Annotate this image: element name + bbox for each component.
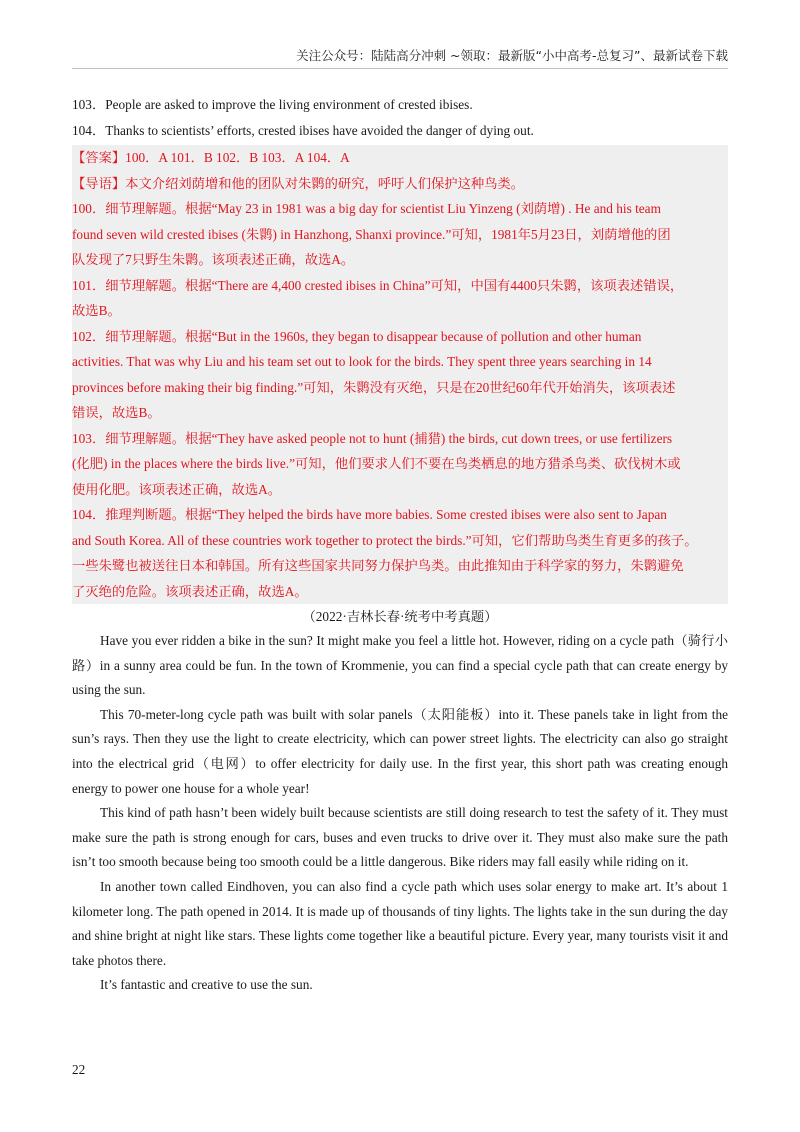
- answer-line: 102．细节理解题。根据“But in the 1960s, they began to disappear because of pollution and other human: [72, 328, 642, 344]
- answer-line: 了灭绝的危险。该项表述正确，故选A。: [72, 583, 308, 599]
- answer-line: 故选B。: [72, 303, 121, 318]
- statement-104: 104．Thanks to scientists’ efforts, crested ibises have avoided the danger of dying out.: [72, 122, 534, 138]
- passage-source: （2022·吉林长春·统考中考真题）: [302, 609, 498, 624]
- passage-paragraph: It’s fantastic and creative to use the sun.: [100, 977, 313, 993]
- answer-line: activities. That was why Liu and his team set out to look for the birds. They spent three years searching in 14: [72, 354, 652, 369]
- answer-line: 100．细节理解题。根据“May 23 in 1981 was a big day for scientist Liu Yinzeng (刘荫增) . He and his team: [72, 201, 661, 216]
- answer-line: found seven wild crested ibises (朱鹮) in Hanzhong, Shanxi province.”可知，1981年5月23日，刘荫增他的团: [72, 226, 671, 242]
- answer-line: 103．细节理解题。根据“They have asked people not to hunt (捕猎) the birds, cut down trees, or use fertilizers: [72, 430, 673, 446]
- answer-line: provinces before making their big finding.”可知，朱鹮没有灭绝，只是在20世纪60年代开始消失，该项表述: [72, 379, 676, 395]
- answer-line: 101．细节理解题。根据“There are 4,400 crested ibises in China”可知，中国有4400只朱鹮，该项表述错误，: [72, 277, 684, 293]
- answer-line: 104．推理判断题。根据“They helped the birds have more babies. Some crested ibises were also sent to Japan: [72, 507, 667, 522]
- answer-line: 使用化肥。该项表述正确，故选A。: [72, 481, 282, 497]
- passage-paragraph: In another town called Eindhoven, you can also find a cycle path which uses solar energy to make art. It’s about 1 kilometer long. The path opened in 2014. It is made up of thousands of tiny lights. The lights take in the sun during the day and shine bright at night like stars. These lights come together like a beautiful picture. Every year, many tourists visit it and take photos there.: [72, 878, 728, 968]
- answer-line: 【导语】本文介绍刘荫增和他的团队对朱鹮的研究，呼吁人们保护这种鸟类。: [72, 175, 525, 191]
- answer-line: 一些朱鹭也被送往日本和韩国。所有这些国家共同努力保护鸟类。由此推知由于科学家的努力，朱鹮避免: [72, 558, 684, 573]
- answer-line: and South Korea. All of these countries work together to protect the birds.”可知，它们帮助鸟类生育更多的孩子。: [72, 532, 698, 548]
- header-divider: [72, 68, 728, 69]
- passage-paragraph: This 70-meter-long cycle path was built with solar panels（太阳能板）into it. These panels take in light from the sun’s rays. Then they use the light to create electricity, which can power street lights. The electricity can also go straight into the electrical grid（电网）to offer electricity for daily use. In the first year, this short path was creating enough energy to power one house for a whole year!: [72, 706, 728, 796]
- answer-line: 【答案】100．A 101．B 102．B 103．A 104．A: [72, 150, 350, 165]
- answer-explanation-block: [72, 145, 728, 604]
- passage-paragraph: This kind of path hasn’t been widely built because scientists are still doing research to test the safety of it. They must make sure the path is strong enough for cars, buses and even trucks to drive over it. They must also make sure the path isn’t too smooth because being too smooth could be a little dangerous. Bike riders may fall easily while riding on it.: [72, 805, 728, 870]
- statement-103: 103．People are asked to improve the living environment of crested ibises.: [72, 97, 473, 112]
- page-number: 22: [72, 1062, 86, 1077]
- answer-line: 错误，故选B。: [72, 405, 161, 420]
- passage-paragraph: Have you ever ridden a bike in the sun? It might make you feel a little hot. However, riding on a cycle path（骑行小路）in a sunny area could be fun. In the town of Krommenie, you can find a special cycle path that can create energy by using the sun.: [72, 633, 728, 698]
- page-header: 关注公众号：陆陆高分冲刺 ~领取：最新版“小中高考-总复习”、最新试卷下载: [296, 48, 728, 63]
- answer-line: 队发现了7只野生朱鹮。该项表述正确，故选A。: [72, 252, 355, 267]
- page-content: [72, 92, 728, 998]
- answer-line: (化肥) in the places where the birds live.”可知，他们要求人们不要在鸟类栖息的地方猎杀鸟类、砍伐树木或: [72, 456, 681, 471]
